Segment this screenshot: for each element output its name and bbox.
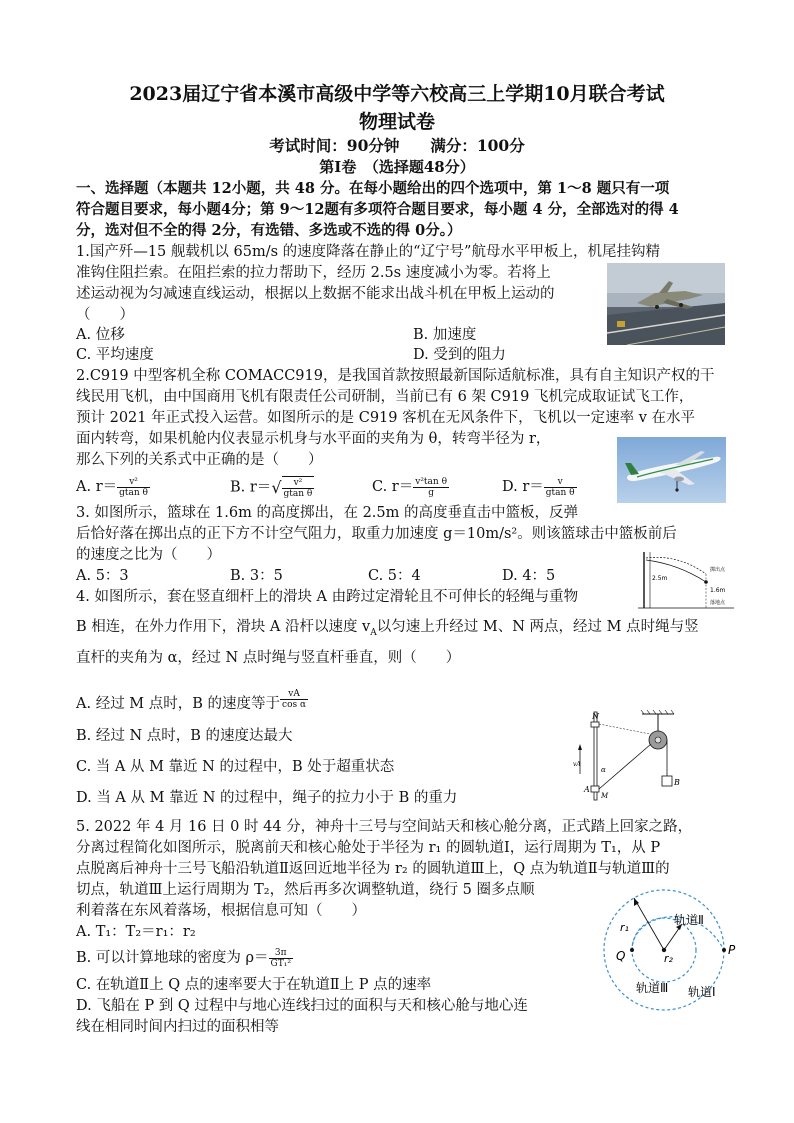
q2-option-c (372, 476, 449, 498)
q-label: Q (616, 949, 626, 963)
q5-option-b-label: B. 可以计算地球的密度为 ρ＝ (76, 950, 269, 966)
rope (599, 744, 651, 789)
section-instruction-line2: 符合题目要求，每小题4分；第 9～12题有多项符合题目要求，每小题 4 分，全部选对的得 4 (76, 201, 679, 218)
q2-option-d-label: D. r＝ (502, 479, 544, 495)
q1-option-b: B. 加速度 (413, 327, 477, 343)
basketball-diagram (638, 550, 738, 612)
q4-option-a-label: A. 经过 M 点时，B 的速度等于 (76, 696, 281, 712)
q2-line5: 那么下列的关系式中正确的是（ ） (76, 452, 323, 468)
q5-option-d-line1: D. 飞船在 P 到 Q 过程中与地心连线扫过的面积与天和核心舱与地心连 (76, 998, 528, 1014)
q5-b-numerator: 3π (269, 948, 293, 959)
landing-point-label: 落地点 (710, 600, 726, 606)
q2-option-d (502, 476, 577, 498)
q3-line2: 后恰好落在掷出点的正下方不计空气阻力，取重力加速度 g＝10m/s²。则该篮球击中篮板前后 (76, 526, 677, 542)
q2-b-numerator: v² (282, 478, 315, 489)
q2-line4: 面内转弯，如果机舱内仪表显示机身与水平面的夹角为 θ，转弯半径为 r， (76, 431, 551, 447)
q2-line1: 2.C919 中型客机全称 COMACC919，是我国首款按照最新国际适航标准，具有自主知识产权的干 (76, 368, 715, 384)
q5-line2: 分离过程简化如图所示，脱离前天和核心舱处于半径为 r₁ 的圆轨道Ⅰ，运行周期为 T₁，从 P (76, 840, 661, 856)
exam-info: 考试时间：90分钟 满分：100分 (269, 136, 525, 155)
orbit-two-label: 轨道Ⅱ (674, 913, 704, 927)
q4-option-b: B. 经过 N 点时，B 的速度达最大 (76, 728, 293, 744)
weight-b (662, 776, 672, 786)
q4-option-a (76, 688, 308, 715)
q2-line3: 预计 2021 年正式投入运营。如图所示的是 C919 客机在无风条件下，飞机以一定速率 v 在水平 (76, 410, 696, 426)
q2-d-numerator: v (544, 477, 577, 488)
q2-a-denominator: gtan θ (119, 487, 148, 498)
q1-option-c: C. 平均速度 (76, 347, 154, 363)
r2-label: r₂ (664, 952, 673, 965)
q1-option-a: A. 位移 (76, 327, 125, 343)
sqrt-symbol: √ (271, 477, 282, 497)
velocity-label: vA (573, 761, 581, 768)
q1-line2: 准钩住阻拦索。在阻拦索的拉力帮助下，经历 2.5s 速度减小为零。若将上 (76, 265, 551, 281)
pulley-diagram (570, 706, 690, 804)
orbit-three-label: 轨道Ⅲ (636, 981, 669, 995)
point-q (630, 948, 634, 952)
orbit-one-label: 轨道Ⅰ (688, 985, 716, 999)
q4-option-c: C. 当 A 从 M 靠近 N 的过程中，B 处于超重状态 (76, 759, 395, 775)
c919-aircraft-photo (617, 437, 726, 503)
carrier-jet-photo (607, 263, 725, 345)
q4-line2-text: B 相连，在外力作用下，滑块 A 沿杆以速度 v (76, 619, 371, 635)
q4-line2-subscript: A (370, 627, 377, 638)
q3-line3: 的速度之比为（ ） (76, 547, 221, 563)
p-label: P (728, 943, 736, 957)
q5-line1: 5. 2022 年 4 月 16 日 0 时 44 分，神舟十三号与空间站天和核心舱分离，正式踏上回家之路， (76, 819, 693, 835)
q3-option-b: B. 3：5 (230, 568, 283, 584)
part-one-heading: 第Ⅰ卷 （选择题48分） (319, 158, 475, 176)
q3-option-a: A. 5：3 (76, 568, 129, 584)
section-instruction-line1: 一、选择题（本题共 12小题，共 48 分。在每小题给出的四个选项中，第 1～8 题只有一项 (76, 180, 670, 197)
q5-line5: 利着落在东风着落场，根据信息可知（ ） (76, 903, 366, 919)
q5-b-denominator: GT₁² (270, 958, 291, 969)
q4-a-numerator: vA (280, 689, 308, 700)
point-n-label: N (592, 712, 599, 721)
q4-line2 (76, 616, 699, 644)
slider-a (591, 786, 599, 792)
q1-line4: （ ） (76, 307, 134, 323)
point-p (722, 948, 726, 952)
q2-option-c-label: C. r＝ (372, 479, 414, 495)
q3-option-d: D. 4：5 (502, 568, 556, 584)
q3-line1: 3. 如图所示，篮球在 1.6m 的高度掷出，在 2.5m 的高度垂直击中篮板，反弹 (76, 505, 578, 521)
q4-line3: 直杆的夹角为 α，经过 N 点时绳与竖直杆垂直，则（ ） (76, 650, 461, 666)
throw-point-label: 掷出点 (710, 567, 726, 573)
q2-option-b-label: B. r＝ (230, 479, 272, 496)
q1-option-d: D. 受到的阻力 (413, 347, 506, 363)
paper-title: 2023届辽宁省本溪市高级中学等六校高三上学期10月联合考试 (129, 83, 665, 105)
angle-alpha-label: α (601, 766, 606, 774)
q2-option-b (230, 476, 314, 499)
q5-option-c: C. 在轨道Ⅱ上 Q 点的速率要大于在轨道Ⅱ上 P 点的速率 (76, 977, 432, 993)
q2-c-numerator: v²tan θ (415, 476, 447, 487)
q1-line1: 1.国产歼—15 舰载机以 65m/s 的速度降落在静止的“辽宁号”航母水平甲板上，机尾挂钩精 (76, 244, 660, 260)
q3-option-c: C. 5：4 (368, 568, 421, 584)
q2-d-denominator: gtan θ (545, 487, 575, 498)
height-label-2-5m: 2.5m (652, 575, 668, 582)
q4-a-denominator: cos α (282, 699, 307, 710)
q4-line1: 4. 如图所示，套在竖直细杆上的滑块 A 由跨过定滑轮且不可伸长的轻绳与重物 (76, 589, 579, 605)
q1-line3: 述运动视为匀减速直线运动，根据以上数据不能求出战斗机在甲板上运动的 (76, 286, 555, 302)
q2-c-denominator: g (428, 487, 434, 498)
height-label-1-6m: 1.6m (710, 587, 726, 594)
q2-option-a (76, 476, 150, 498)
section-instruction-line3: 分，选对但不全的得 2分，有选错、多选或不选的得 0分。） (76, 222, 462, 239)
q5-line3: 点脱离后神舟十三号飞船沿轨道Ⅱ返回近地半径为 r₂ 的圆轨道Ⅲ上，Q 点为轨道Ⅱ与轨道Ⅲ的 (76, 861, 670, 877)
q5-option-a: A. T₁：T₂＝r₁：r₂ (76, 924, 196, 940)
q5-option-d-line2: 线在相同时间内扫过的面积相等 (76, 1019, 279, 1035)
q4-option-d: D. 当 A 从 M 靠近 N 的过程中，绳子的拉力小于 B 的重力 (76, 790, 458, 806)
q5-option-b (76, 947, 293, 969)
q2-line2: 线民用飞机，由中国商用飞机有限责任公司研制，当前已有 6 架 C919 飞机完成取证试飞工作， (76, 389, 694, 405)
slider-a-label: A (584, 785, 590, 794)
q2-a-numerator: v² (117, 477, 150, 488)
q5-line4: 切点，轨道Ⅲ上运行周期为 T₂，然后再多次调整轨道，绕行 5 圈多点顺 (76, 882, 535, 898)
q2-option-a-label: A. r＝ (76, 479, 118, 495)
q2-b-denominator: gtan θ (283, 488, 313, 499)
weight-b-label: B (674, 778, 680, 787)
r1-label: r₁ (620, 921, 629, 934)
paper-subtitle: 物理试卷 (358, 111, 435, 133)
velocity-arrow-icon (578, 744, 582, 750)
q4-line2-rest: 以匀速上升经过 M、N 两点，经过 M 点时绳与竖 (376, 619, 699, 635)
point-m-label: M (601, 792, 609, 800)
orbit-diagram (596, 884, 746, 1016)
